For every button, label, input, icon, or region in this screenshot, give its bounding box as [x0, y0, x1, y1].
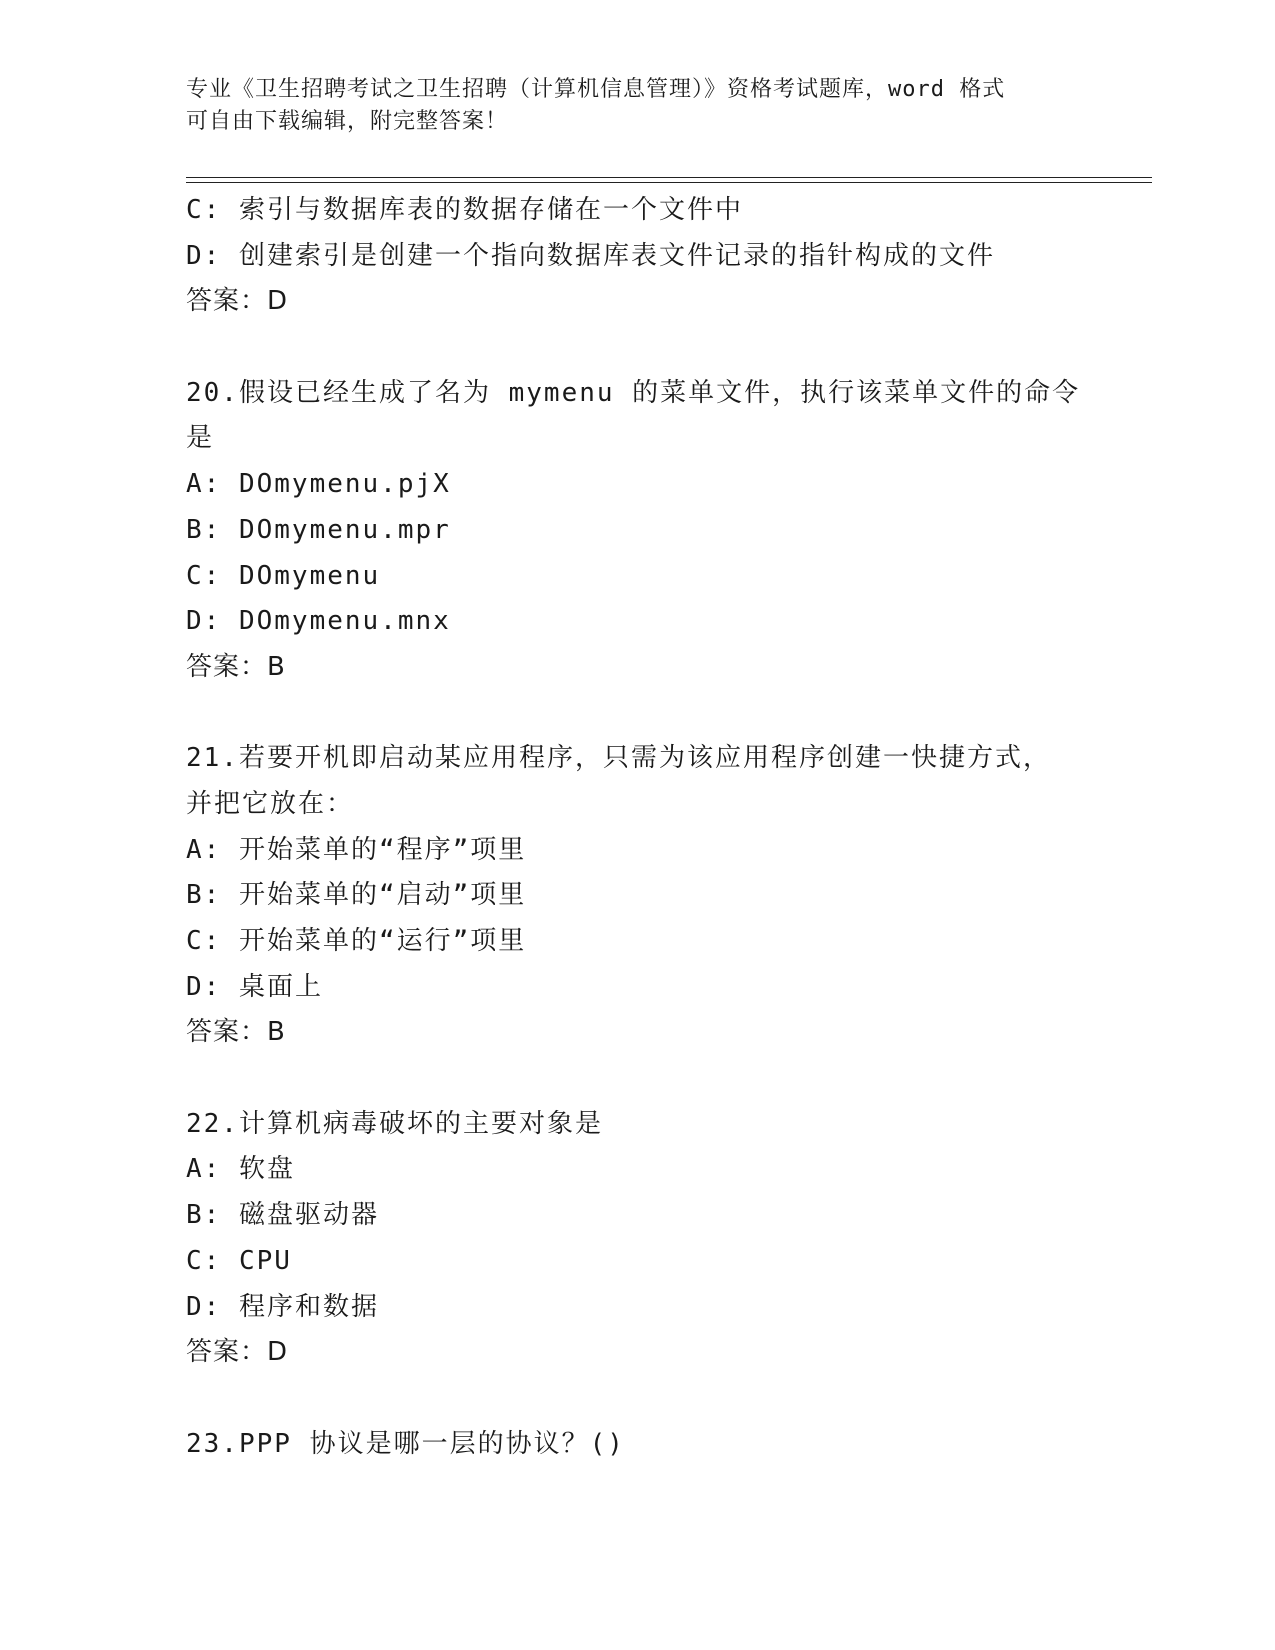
question-stem-continued: 并把它放在：	[186, 788, 355, 819]
spacer	[186, 1056, 1086, 1102]
answer-line: 答案：B	[186, 1017, 286, 1048]
header-line-1: 专业《卫生招聘考试之卫生招聘（计算机信息管理）》资格考试题库，word 格式	[186, 77, 1006, 102]
option-d: D: DOmymenu.mnx	[186, 606, 451, 637]
answer-line: 答案：B	[186, 651, 286, 682]
option-a: A: 软盘	[186, 1154, 295, 1185]
header-divider-top	[186, 177, 1152, 178]
document-header	[186, 74, 1066, 138]
option-b: B: 开始菜单的“启动”项里	[186, 880, 527, 911]
option-c: C: DOmymenu	[186, 560, 381, 591]
option-d: D: 程序和数据	[186, 1291, 379, 1322]
question-stem: 23.PPP 协议是哪一层的协议？()	[186, 1428, 625, 1459]
question-stem-continued: 是	[186, 423, 215, 454]
question-list	[186, 188, 1086, 1467]
question-22	[186, 1102, 1086, 1376]
question-19-continued	[186, 188, 1086, 325]
question-21	[186, 736, 1086, 1056]
option-b: B: 磁盘驱动器	[186, 1200, 379, 1231]
option-a: A: DOmymenu.pjX	[186, 469, 451, 500]
question-stem: 22.计算机病毒破坏的主要对象是	[186, 1108, 603, 1139]
spacer	[186, 325, 1086, 371]
option-c: C: CPU	[186, 1245, 292, 1276]
question-23	[186, 1422, 1086, 1468]
question-stem: 20.假设已经生成了名为 mymenu 的菜单文件，执行该菜单文件的命令	[186, 377, 1081, 408]
option-c: C: 开始菜单的“运行”项里	[186, 926, 527, 956]
question-stem: 21.若要开机即启动某应用程序，只需为该应用程序创建一快捷方式，	[186, 743, 1051, 774]
option-d: D: 桌面上	[186, 971, 323, 1002]
answer-line: 答案：D	[186, 1337, 289, 1368]
option-a: A: 开始菜单的“程序”项里	[186, 834, 527, 865]
spacer	[186, 691, 1086, 737]
option-d: D: 创建索引是创建一个指向数据库表文件记录的指针构成的文件	[186, 240, 995, 271]
question-20	[186, 371, 1086, 691]
option-b: B: DOmymenu.mpr	[186, 514, 451, 545]
header-divider-bottom	[186, 182, 1152, 183]
spacer	[186, 1376, 1086, 1422]
answer-line: 答案：D	[186, 286, 289, 317]
option-c: C: 索引与数据库表的数据存储在一个文件中	[186, 195, 743, 225]
header-line-2: 可自由下载编辑，附完整答案！	[186, 109, 509, 134]
